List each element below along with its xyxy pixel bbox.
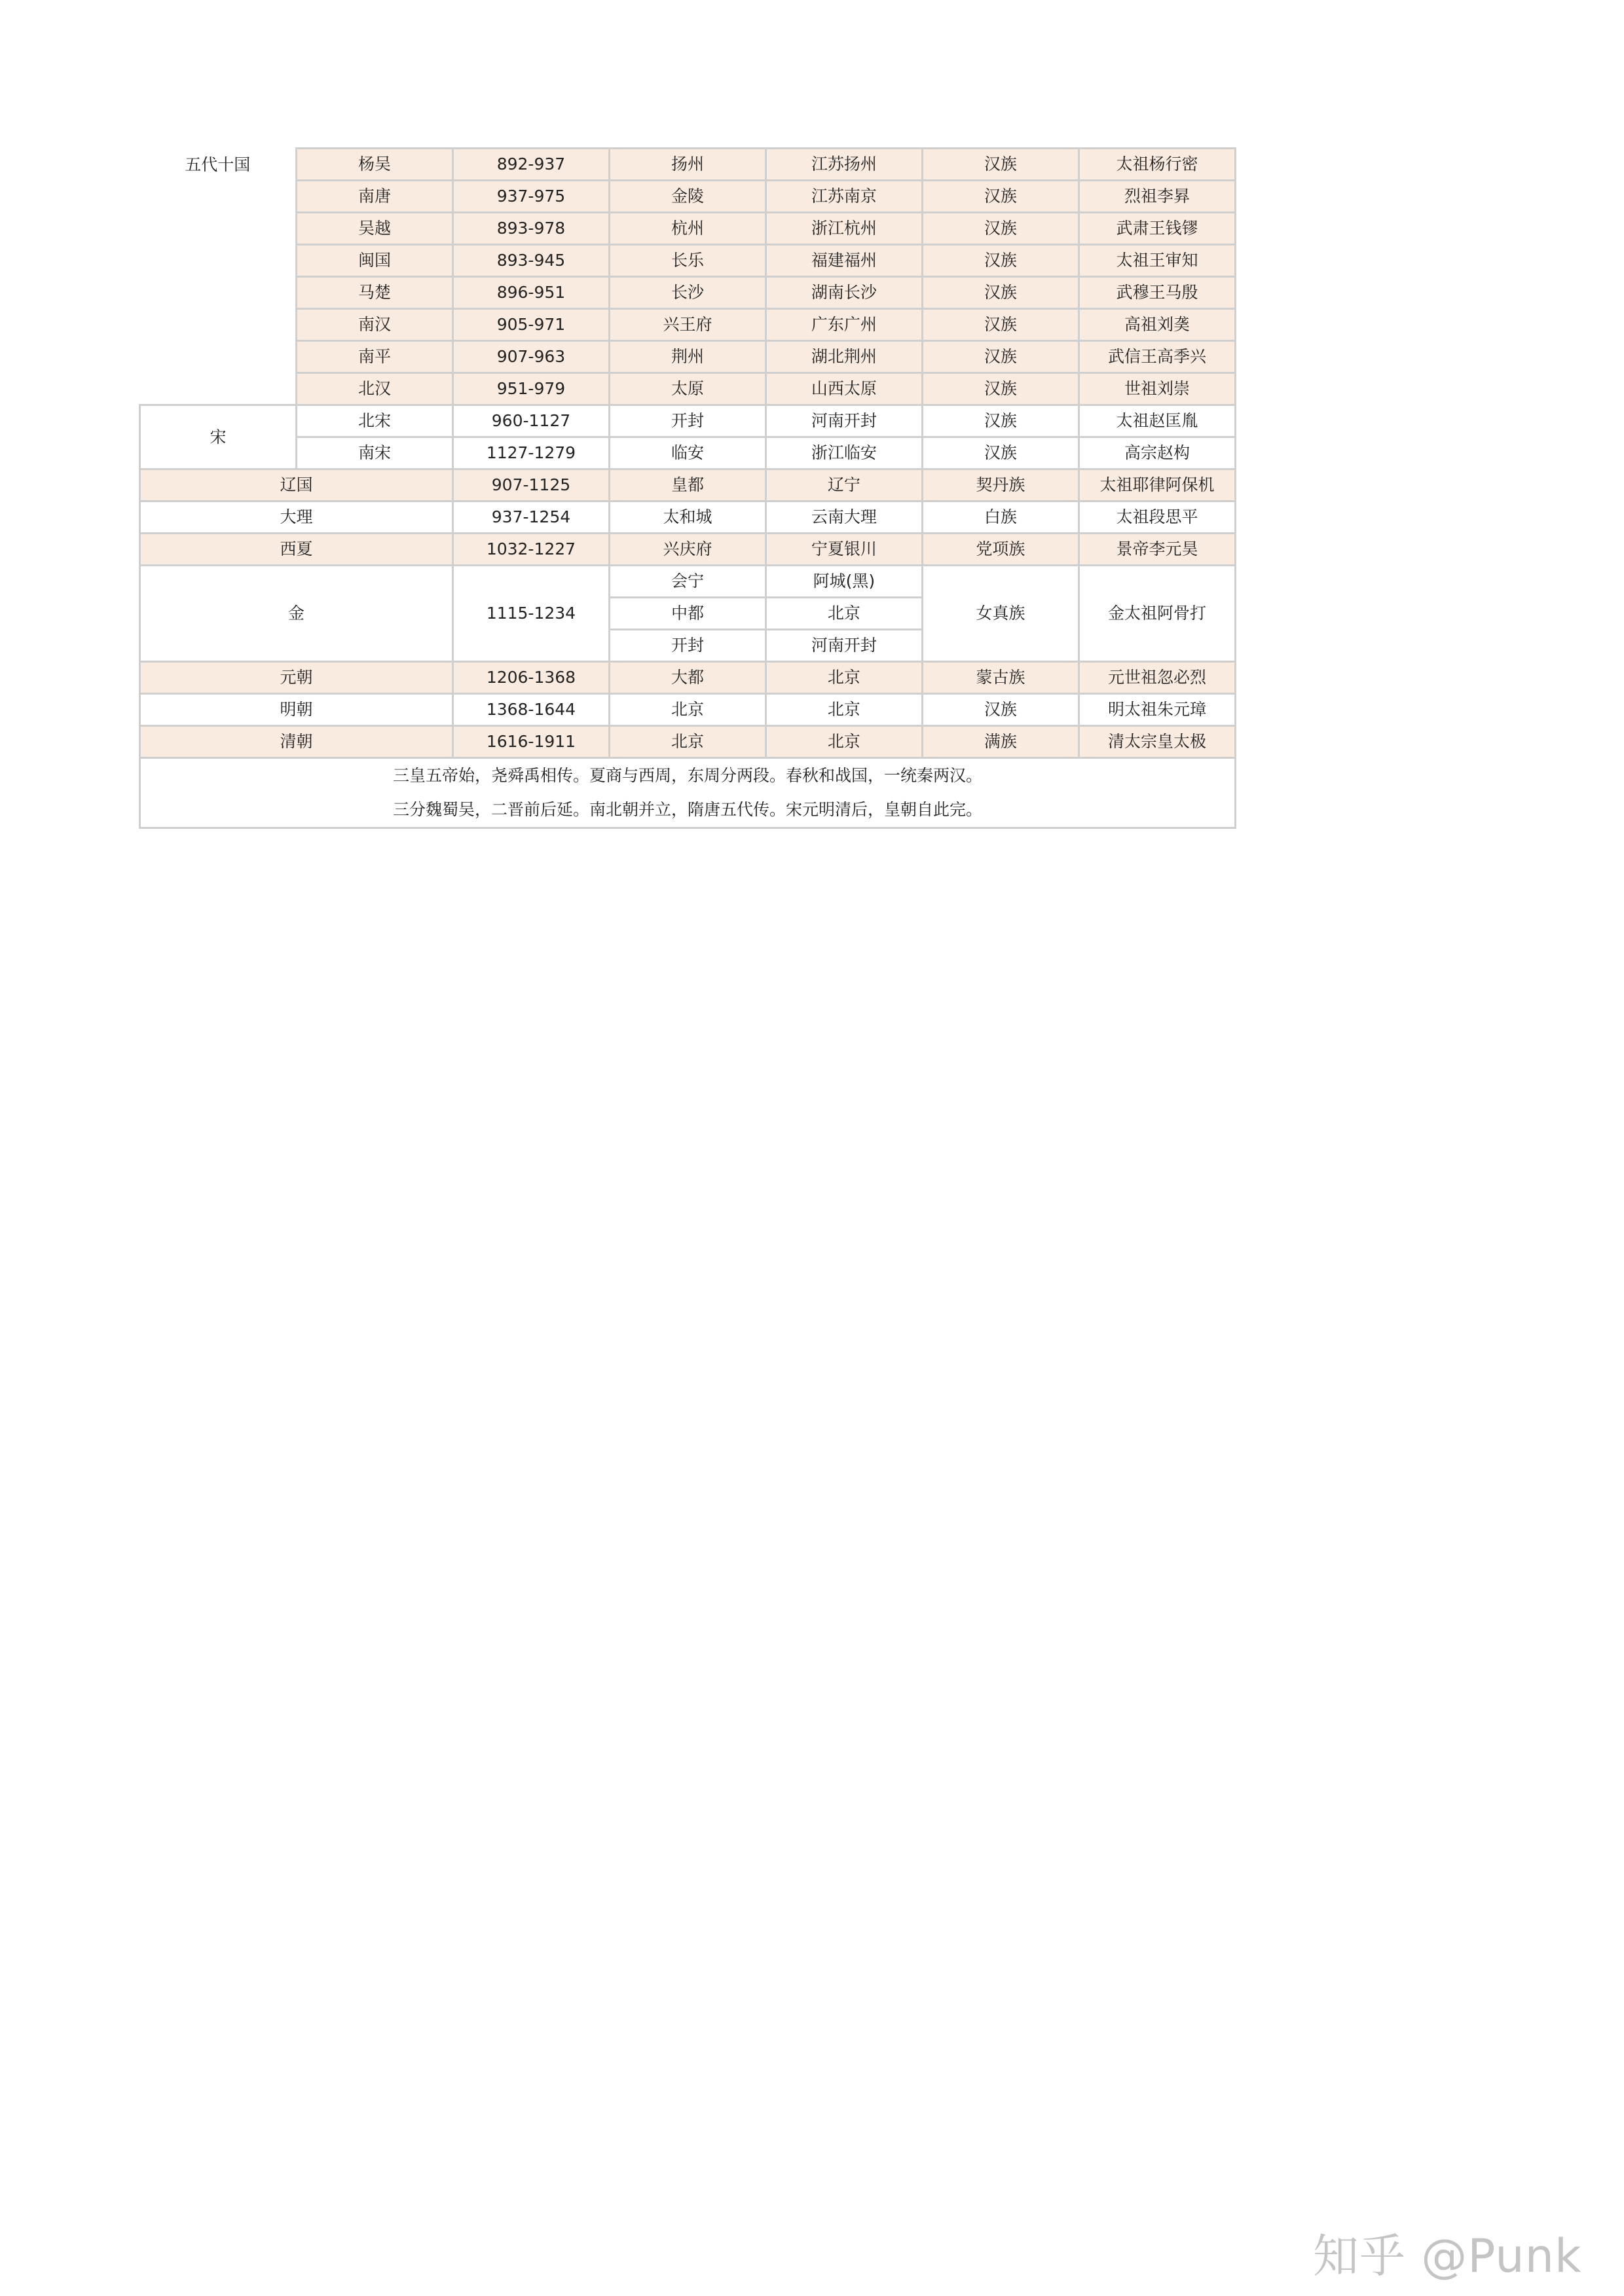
founder: 太祖赵匡胤	[1079, 405, 1235, 437]
founder: 武穆王马殷	[1079, 277, 1235, 309]
dynasty-years: 893-978	[452, 213, 609, 245]
capital-ancient: 北京	[609, 726, 766, 758]
ethnic-group: 汉族	[922, 373, 1079, 405]
dynasty-name: 大理	[140, 501, 453, 534]
capital-modern: 北京	[766, 694, 922, 726]
ethnic-group: 契丹族	[922, 469, 1079, 501]
founder: 武肃王钱镠	[1079, 213, 1235, 245]
ethnic-group: 白族	[922, 501, 1079, 534]
ethnic-group: 党项族	[922, 534, 1079, 566]
table-row	[140, 501, 1236, 534]
capital-ancient: 长乐	[609, 245, 766, 277]
dynasty-name: 南唐	[296, 181, 452, 213]
ethnic-group: 汉族	[922, 309, 1079, 341]
dynasty-years: 896-951	[452, 277, 609, 309]
table-row	[140, 405, 1236, 437]
table-row	[140, 437, 1236, 469]
capital-ancient: 荆州	[609, 341, 766, 373]
capital-ancient: 太原	[609, 373, 766, 405]
capital-modern: 江苏南京	[766, 181, 922, 213]
capital-modern: 湖南长沙	[766, 277, 922, 309]
capital-modern: 北京	[766, 662, 922, 694]
dynasty-years: 1032-1227	[452, 534, 609, 566]
founder: 明太祖朱元璋	[1079, 694, 1235, 726]
table-row	[140, 213, 1236, 245]
capital-ancient: 扬州	[609, 149, 766, 181]
ethnic-group: 汉族	[922, 181, 1079, 213]
founder: 景帝李元昊	[1079, 534, 1235, 566]
table-row	[140, 694, 1236, 726]
capital-modern: 湖北荆州	[766, 341, 922, 373]
founder: 金太祖阿骨打	[1079, 566, 1235, 662]
group-label-wudai: 五代十国	[140, 149, 297, 405]
ethnic-group: 汉族	[922, 245, 1079, 277]
dynasty-name: 南宋	[296, 437, 452, 469]
capital-ancient: 皇都	[609, 469, 766, 501]
capital-ancient: 北京	[609, 694, 766, 726]
dynasty-years: 960-1127	[452, 405, 609, 437]
table-row	[140, 149, 1236, 181]
ethnic-group: 汉族	[922, 341, 1079, 373]
capital-ancient: 中都	[609, 598, 766, 630]
dynasty-name: 西夏	[140, 534, 453, 566]
capital-modern: 云南大理	[766, 501, 922, 534]
capital-ancient: 兴王府	[609, 309, 766, 341]
capital-ancient: 太和城	[609, 501, 766, 534]
capital-modern: 辽宁	[766, 469, 922, 501]
dynasty-name: 南汉	[296, 309, 452, 341]
table-row	[140, 534, 1236, 566]
dynasty-name: 杨吴	[296, 149, 452, 181]
mnemonic-poem	[140, 758, 1236, 828]
ethnic-group: 汉族	[922, 437, 1079, 469]
dynasty-name: 北汉	[296, 373, 452, 405]
dynasty-years: 907-963	[452, 341, 609, 373]
table-row	[140, 566, 1236, 598]
dynasty-name: 吴越	[296, 213, 452, 245]
ethnic-group: 女真族	[922, 566, 1079, 662]
capital-ancient: 兴庆府	[609, 534, 766, 566]
dynasty-years: 1127-1279	[452, 437, 609, 469]
founder: 烈祖李昪	[1079, 181, 1235, 213]
dynasty-name: 辽国	[140, 469, 453, 501]
founder: 元世祖忽必烈	[1079, 662, 1235, 694]
ethnic-group: 汉族	[922, 405, 1079, 437]
capital-ancient: 临安	[609, 437, 766, 469]
dynasty-years: 907-1125	[452, 469, 609, 501]
capital-modern: 北京	[766, 598, 922, 630]
ethnic-group: 汉族	[922, 694, 1079, 726]
ethnic-group: 汉族	[922, 277, 1079, 309]
table-row	[140, 245, 1236, 277]
founder: 武信王高季兴	[1079, 341, 1235, 373]
capital-ancient: 杭州	[609, 213, 766, 245]
capital-ancient: 金陵	[609, 181, 766, 213]
founder: 太祖段思平	[1079, 501, 1235, 534]
dynasty-name: 明朝	[140, 694, 453, 726]
table-row	[140, 341, 1236, 373]
poem-line-1: 三皇五帝始，尧舜禹相传。夏商与西周，东周分两段。春秋和战国，一统秦两汉。	[393, 766, 983, 785]
dynasty-name: 清朝	[140, 726, 453, 758]
dynasty-years: 893-945	[452, 245, 609, 277]
capital-modern: 浙江杭州	[766, 213, 922, 245]
capital-modern: 江苏扬州	[766, 149, 922, 181]
table-row	[140, 758, 1236, 828]
table-row	[140, 277, 1236, 309]
ethnic-group: 蒙古族	[922, 662, 1079, 694]
dynasty-years: 892-937	[452, 149, 609, 181]
dynasty-name: 马楚	[296, 277, 452, 309]
founder: 高祖刘䶮	[1079, 309, 1235, 341]
table-row	[140, 469, 1236, 501]
ethnic-group: 汉族	[922, 213, 1079, 245]
dynasty-years: 937-975	[452, 181, 609, 213]
capital-ancient: 大都	[609, 662, 766, 694]
dynasty-years: 905-971	[452, 309, 609, 341]
table-row	[140, 373, 1236, 405]
capital-ancient: 会宁	[609, 566, 766, 598]
dynasty-years: 1368-1644	[452, 694, 609, 726]
capital-modern: 河南开封	[766, 405, 922, 437]
table-row	[140, 662, 1236, 694]
dynasty-years: 951-979	[452, 373, 609, 405]
capital-modern: 河南开封	[766, 630, 922, 662]
capital-modern: 福建福州	[766, 245, 922, 277]
dynasty-years: 1115-1234	[452, 566, 609, 662]
capital-modern: 阿城(黑)	[766, 566, 922, 598]
capital-modern: 北京	[766, 726, 922, 758]
dynasty-years: 1206-1368	[452, 662, 609, 694]
dynasty-table	[139, 147, 1236, 829]
founder: 太祖王审知	[1079, 245, 1235, 277]
founder: 太祖杨行密	[1079, 149, 1235, 181]
capital-modern: 山西太原	[766, 373, 922, 405]
founder: 太祖耶律阿保机	[1079, 469, 1235, 501]
capital-ancient: 长沙	[609, 277, 766, 309]
capital-modern: 宁夏银川	[766, 534, 922, 566]
watermark: 知乎 @Punk	[1313, 2229, 1582, 2283]
capital-modern: 浙江临安	[766, 437, 922, 469]
capital-ancient: 开封	[609, 630, 766, 662]
dynasty-name: 元朝	[140, 662, 453, 694]
dynasty-name: 闽国	[296, 245, 452, 277]
capital-ancient: 开封	[609, 405, 766, 437]
dynasty-years: 937-1254	[452, 501, 609, 534]
ethnic-group: 汉族	[922, 149, 1079, 181]
table-row	[140, 726, 1236, 758]
table-row	[140, 309, 1236, 341]
dynasty-name: 金	[140, 566, 453, 662]
poem-line-2: 三分魏蜀吴，二晋前后延。南北朝并立，隋唐五代传。宋元明清后，皇朝自此完。	[393, 800, 983, 819]
ethnic-group: 满族	[922, 726, 1079, 758]
capital-modern: 广东广州	[766, 309, 922, 341]
dynasty-name: 南平	[296, 341, 452, 373]
table-row	[140, 181, 1236, 213]
group-label-song: 宋	[140, 405, 297, 469]
founder: 清太宗皇太极	[1079, 726, 1235, 758]
dynasty-name: 北宋	[296, 405, 452, 437]
founder: 世祖刘崇	[1079, 373, 1235, 405]
founder: 高宗赵构	[1079, 437, 1235, 469]
dynasty-years: 1616-1911	[452, 726, 609, 758]
